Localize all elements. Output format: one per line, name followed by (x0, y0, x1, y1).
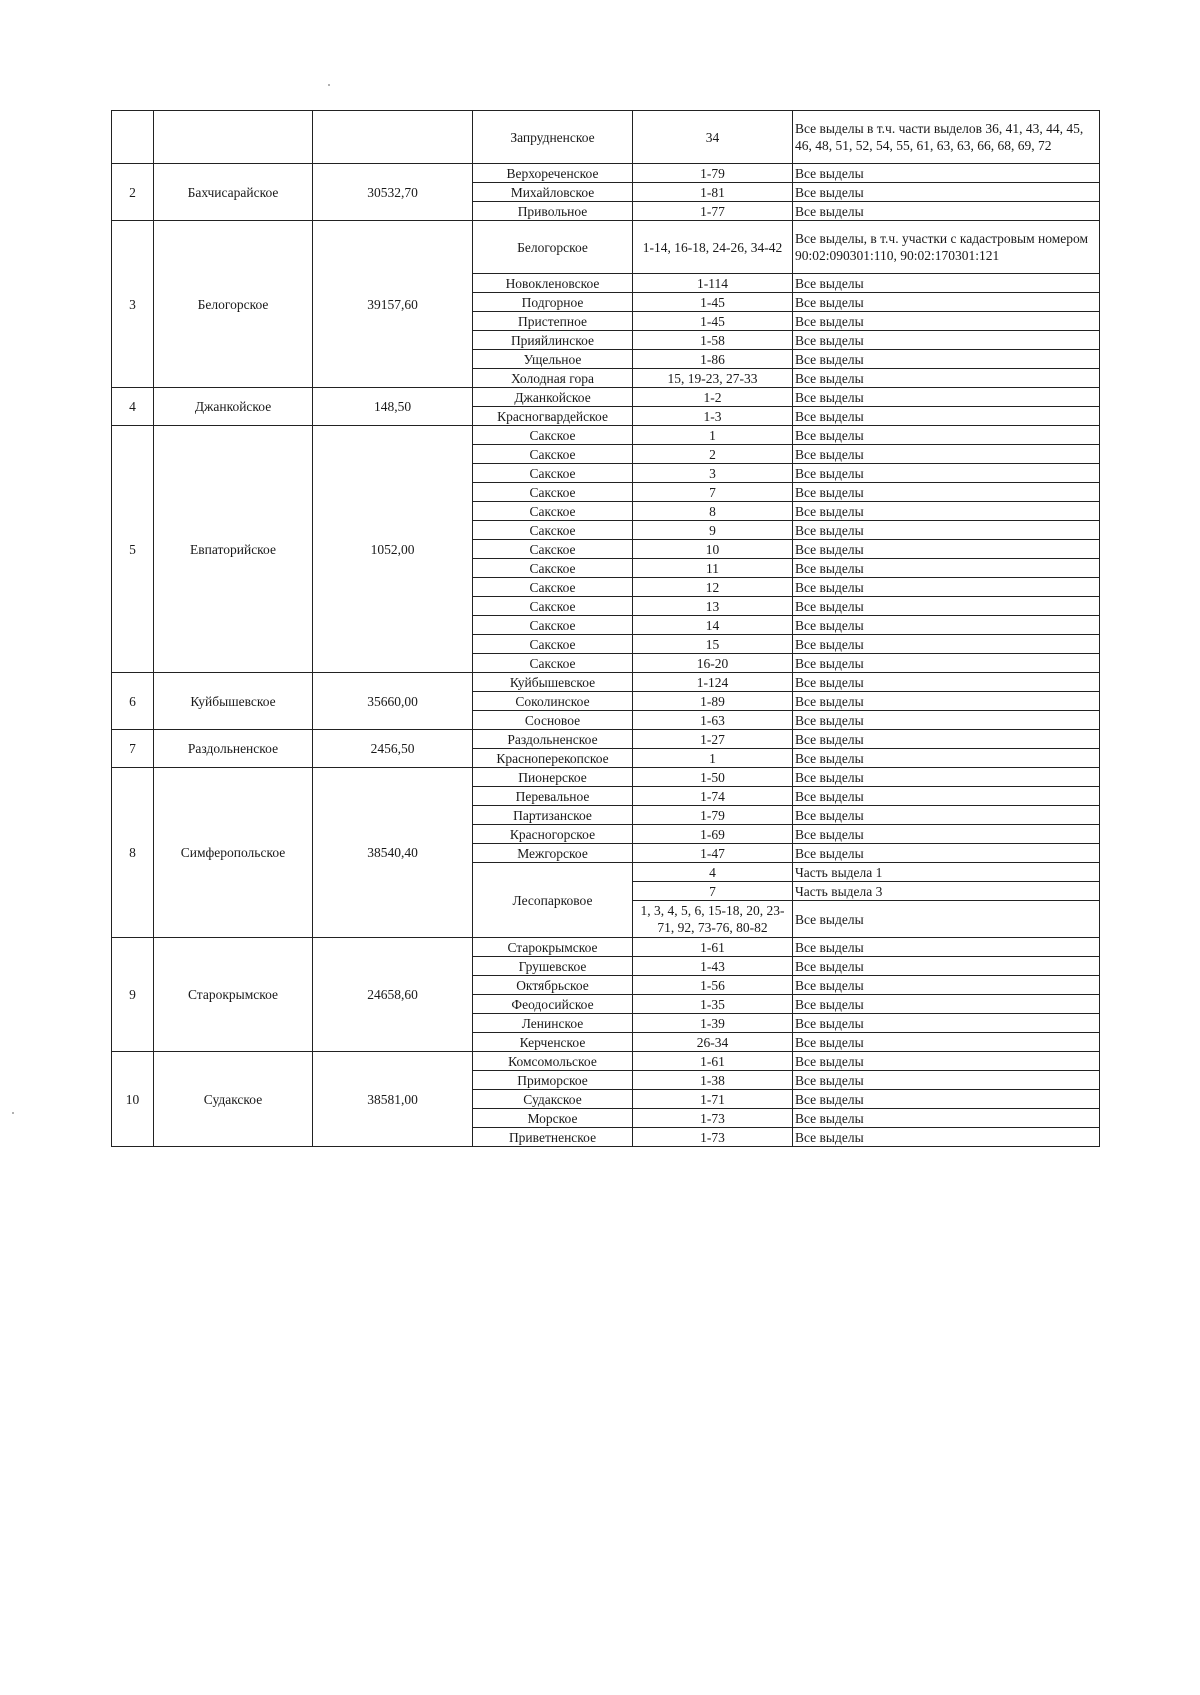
quarter-numbers: 1-45 (633, 312, 793, 331)
allotment-description: Все выделы (793, 787, 1100, 806)
forestry-name: Куйбышевское (154, 673, 313, 730)
allotment-description: Все выделы (793, 559, 1100, 578)
forestry-name: Евпаторийское (154, 426, 313, 673)
quarter-numbers: 1-81 (633, 183, 793, 202)
allotment-description: Все выделы (793, 768, 1100, 787)
allotment-description: Все выделы (793, 502, 1100, 521)
district-name: Запрудненское (473, 111, 633, 164)
allotment-description: Все выделы (793, 957, 1100, 976)
allotment-description: Все выделы (793, 901, 1100, 938)
quarter-numbers: 1-124 (633, 673, 793, 692)
district-name: Верхореченское (473, 164, 633, 183)
district-name: Перевальное (473, 787, 633, 806)
area-value: 148,50 (313, 388, 473, 426)
district-name: Пионерское (473, 768, 633, 787)
quarter-numbers: 1-27 (633, 730, 793, 749)
allotment-description: Все выделы (793, 483, 1100, 502)
district-name: Приморское (473, 1071, 633, 1090)
area-value: 24658,60 (313, 938, 473, 1052)
quarter-numbers: 34 (633, 111, 793, 164)
scan-speck (12, 1112, 14, 1114)
allotment-description: Все выделы (793, 654, 1100, 673)
quarter-numbers: 1-114 (633, 274, 793, 293)
allotment-description: Все выделы (793, 711, 1100, 730)
group-number: 7 (112, 730, 154, 768)
quarter-numbers: 1-73 (633, 1128, 793, 1147)
allotment-description: Все выделы (793, 1090, 1100, 1109)
district-name: Сосновое (473, 711, 633, 730)
area-value: 35660,00 (313, 673, 473, 730)
district-name: Октябрьское (473, 976, 633, 995)
allotment-description: Все выделы (793, 350, 1100, 369)
quarter-numbers: 1-3 (633, 407, 793, 426)
district-name: Новокленовское (473, 274, 633, 293)
quarter-numbers: 9 (633, 521, 793, 540)
district-name: Сакское (473, 635, 633, 654)
allotment-description: Все выделы (793, 407, 1100, 426)
quarter-numbers: 1-45 (633, 293, 793, 312)
group-number (112, 111, 154, 164)
quarter-numbers: 1-73 (633, 1109, 793, 1128)
district-name: Партизанское (473, 806, 633, 825)
forestry-name: Белогорское (154, 221, 313, 388)
allotment-description: Все выделы (793, 540, 1100, 559)
district-name: Старокрымское (473, 938, 633, 957)
table-row (112, 164, 1100, 183)
allotment-description: Все выделы (793, 616, 1100, 635)
forestry-name: Судакское (154, 1052, 313, 1147)
district-name: Куйбышевское (473, 673, 633, 692)
allotment-description: Все выделы (793, 635, 1100, 654)
district-name: Грушевское (473, 957, 633, 976)
forestry-name: Симферопольское (154, 768, 313, 938)
district-name: Белогорское (473, 221, 633, 274)
district-name: Пристепное (473, 312, 633, 331)
area-value: 30532,70 (313, 164, 473, 221)
district-name: Ущельное (473, 350, 633, 369)
district-name: Комсомольское (473, 1052, 633, 1071)
district-name: Прияйлинское (473, 331, 633, 350)
district-name: Приветненское (473, 1128, 633, 1147)
district-name: Красногорское (473, 825, 633, 844)
quarter-numbers: 1, 3, 4, 5, 6, 15-18, 20, 23-71, 92, 73-76, 80-82 (633, 901, 793, 938)
district-name: Сакское (473, 559, 633, 578)
group-number: 3 (112, 221, 154, 388)
district-name: Красноперекопское (473, 749, 633, 768)
forestry-name: Раздольненское (154, 730, 313, 768)
quarter-numbers: 4 (633, 863, 793, 882)
quarter-numbers: 1-74 (633, 787, 793, 806)
table-row (112, 730, 1100, 749)
quarter-numbers: 14 (633, 616, 793, 635)
area-value (313, 111, 473, 164)
quarter-numbers: 3 (633, 464, 793, 483)
quarter-numbers: 1-77 (633, 202, 793, 221)
allotment-description: Все выделы (793, 597, 1100, 616)
quarter-numbers: 13 (633, 597, 793, 616)
allotment-description: Все выделы (793, 578, 1100, 597)
allotment-description: Все выделы (793, 464, 1100, 483)
district-name: Керченское (473, 1033, 633, 1052)
quarter-numbers: 1-58 (633, 331, 793, 350)
allotment-description: Все выделы (793, 202, 1100, 221)
allotment-description: Все выделы (793, 976, 1100, 995)
group-number: 4 (112, 388, 154, 426)
area-value: 38540,40 (313, 768, 473, 938)
district-name: Сакское (473, 521, 633, 540)
quarter-numbers: 1-86 (633, 350, 793, 369)
allotment-description: Все выделы в т.ч. части выделов 36, 41, 43, 44, 45, 46, 48, 51, 52, 54, 55, 61, 63, 63, 66, 68, 69, 72 (793, 111, 1100, 164)
forestry-name: Бахчисарайское (154, 164, 313, 221)
table-row (112, 221, 1100, 274)
quarter-numbers: 1-79 (633, 806, 793, 825)
allotment-description: Все выделы (793, 1071, 1100, 1090)
quarter-numbers: 1-71 (633, 1090, 793, 1109)
allotment-description: Все выделы (793, 844, 1100, 863)
district-name: Сакское (473, 464, 633, 483)
allotment-description: Все выделы (793, 1014, 1100, 1033)
quarter-numbers: 7 (633, 882, 793, 901)
table-row (112, 938, 1100, 957)
district-name: Сакское (473, 426, 633, 445)
allotment-description: Все выделы (793, 369, 1100, 388)
group-number: 9 (112, 938, 154, 1052)
quarter-numbers: 1-35 (633, 995, 793, 1014)
quarter-numbers: 1-50 (633, 768, 793, 787)
quarter-numbers: 10 (633, 540, 793, 559)
district-name: Морское (473, 1109, 633, 1128)
allotment-description: Все выделы (793, 164, 1100, 183)
quarter-numbers: 1-47 (633, 844, 793, 863)
quarter-numbers: 1-14, 16-18, 24-26, 34-42 (633, 221, 793, 274)
allotment-description: Все выделы (793, 1109, 1100, 1128)
quarter-numbers: 15, 19-23, 27-33 (633, 369, 793, 388)
allotment-description: Все выделы (793, 1052, 1100, 1071)
district-name: Джанкойское (473, 388, 633, 407)
district-name: Судакское (473, 1090, 633, 1109)
quarter-numbers: 1-43 (633, 957, 793, 976)
quarter-numbers: 2 (633, 445, 793, 464)
quarter-numbers: 12 (633, 578, 793, 597)
forestry-name: Старокрымское (154, 938, 313, 1052)
table-row (112, 111, 1100, 164)
forestry-name (154, 111, 313, 164)
district-name: Привольное (473, 202, 633, 221)
table-body (112, 111, 1100, 1147)
quarter-numbers: 1-56 (633, 976, 793, 995)
allotment-description: Все выделы (793, 806, 1100, 825)
district-name: Сакское (473, 540, 633, 559)
district-name: Красногвардейское (473, 407, 633, 426)
scan-speck (328, 84, 330, 86)
district-name: Сакское (473, 502, 633, 521)
quarter-numbers: 1 (633, 426, 793, 445)
quarter-numbers: 1-69 (633, 825, 793, 844)
table-row (112, 388, 1100, 407)
district-name: Сакское (473, 483, 633, 502)
district-name: Сакское (473, 616, 633, 635)
table-row (112, 673, 1100, 692)
table-row (112, 768, 1100, 787)
quarter-numbers: 26-34 (633, 1033, 793, 1052)
allotment-description: Все выделы (793, 995, 1100, 1014)
district-name: Ленинское (473, 1014, 633, 1033)
allotment-description: Все выделы (793, 388, 1100, 407)
quarter-numbers: 1-39 (633, 1014, 793, 1033)
group-number: 10 (112, 1052, 154, 1147)
allotment-description: Все выделы (793, 938, 1100, 957)
allotment-description: Все выделы (793, 293, 1100, 312)
forestry-name: Джанкойское (154, 388, 313, 426)
allotment-description: Все выделы (793, 1033, 1100, 1052)
allotment-description: Часть выдела 3 (793, 882, 1100, 901)
district-name: Сакское (473, 445, 633, 464)
district-name: Подгорное (473, 293, 633, 312)
allotment-description: Все выделы (793, 183, 1100, 202)
allotment-description: Все выделы, в т.ч. участки с кадастровым номером 90:02:090301:110, 90:02:170301:121 (793, 221, 1100, 274)
allotment-description: Все выделы (793, 331, 1100, 350)
quarter-numbers: 1-2 (633, 388, 793, 407)
table-row (112, 1052, 1100, 1071)
district-name: Раздольненское (473, 730, 633, 749)
quarter-numbers: 1-89 (633, 692, 793, 711)
quarter-numbers: 16-20 (633, 654, 793, 673)
district-name: Михайловское (473, 183, 633, 202)
district-name: Холодная гора (473, 369, 633, 388)
allotment-description: Все выделы (793, 749, 1100, 768)
district-name: Феодосийское (473, 995, 633, 1014)
allotment-description: Все выделы (793, 521, 1100, 540)
allotment-description: Все выделы (793, 825, 1100, 844)
quarter-numbers: 8 (633, 502, 793, 521)
group-number: 6 (112, 673, 154, 730)
quarter-numbers: 1-79 (633, 164, 793, 183)
district-name: Сакское (473, 597, 633, 616)
district-name: Лесопарковое (473, 863, 633, 938)
district-name: Соколинское (473, 692, 633, 711)
allotment-description: Все выделы (793, 312, 1100, 331)
allotment-description: Все выделы (793, 274, 1100, 293)
district-name: Сакское (473, 654, 633, 673)
quarter-numbers: 1 (633, 749, 793, 768)
forestry-table (111, 110, 1100, 1147)
allotment-description: Все выделы (793, 426, 1100, 445)
quarter-numbers: 1-61 (633, 938, 793, 957)
group-number: 8 (112, 768, 154, 938)
district-name: Межгорское (473, 844, 633, 863)
allotment-description: Все выделы (793, 673, 1100, 692)
area-value: 39157,60 (313, 221, 473, 388)
quarter-numbers: 1-38 (633, 1071, 793, 1090)
quarter-numbers: 15 (633, 635, 793, 654)
quarter-numbers: 1-63 (633, 711, 793, 730)
area-value: 2456,50 (313, 730, 473, 768)
allotment-description: Все выделы (793, 730, 1100, 749)
group-number: 5 (112, 426, 154, 673)
area-value: 1052,00 (313, 426, 473, 673)
allotment-description: Часть выдела 1 (793, 863, 1100, 882)
group-number: 2 (112, 164, 154, 221)
quarter-numbers: 7 (633, 483, 793, 502)
district-name: Сакское (473, 578, 633, 597)
table-row (112, 426, 1100, 445)
area-value: 38581,00 (313, 1052, 473, 1147)
allotment-description: Все выделы (793, 692, 1100, 711)
allotment-description: Все выделы (793, 1128, 1100, 1147)
quarter-numbers: 11 (633, 559, 793, 578)
allotment-description: Все выделы (793, 445, 1100, 464)
quarter-numbers: 1-61 (633, 1052, 793, 1071)
